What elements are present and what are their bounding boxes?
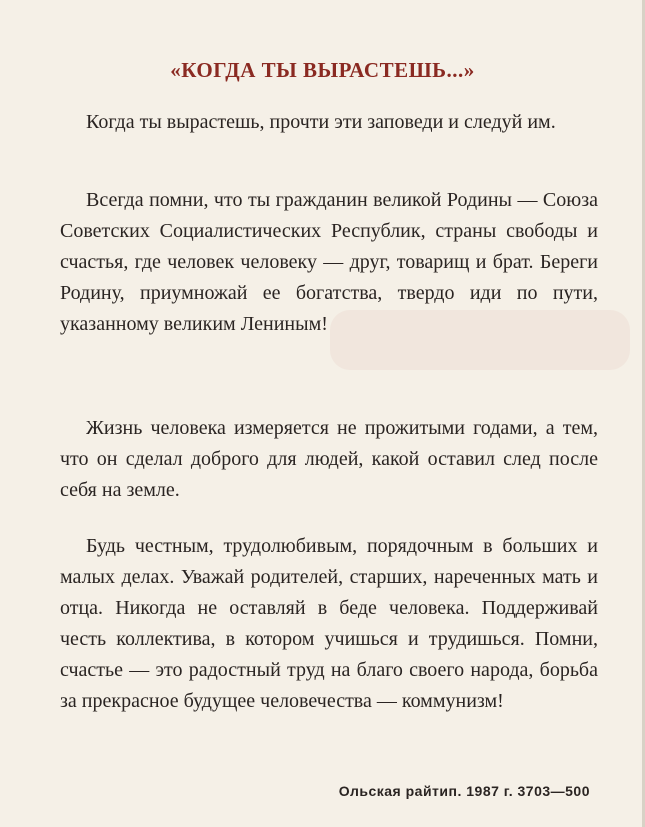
- page-title: «КОГДА ТЫ ВЫРАСТЕШЬ...»: [170, 58, 475, 82]
- paragraph-4: Будь честным, трудолюбивым, порядочным в больших и малых делах. Уважай родителей, старших, нареченных мать и отца. Никогда не оставляй в беде человека. Поддерживай честь коллектива, в котором учишься и трудишься. Помни, счастье — это радостный труд на благо своего народа, борьба за прекрасное будущее человечества — коммунизм!: [60, 535, 598, 712]
- paragraph-3: Жизнь человека измеряется не прожитыми годами, а тем, что он сделал доброго для людей, какой оставил след после себя на земле.: [60, 417, 598, 501]
- print-imprint: Ольская райтип. 1987 г. 3703—500: [338, 783, 590, 799]
- paragraph-1: Когда ты вырастешь, прочти эти заповеди и следуй им.: [86, 111, 556, 133]
- paragraph-2: Всегда помни, что ты гражданин великой Родины — Союза Советских Социалистических Республик, страны свободы и счастья, где человек человеку — друг, товарищ и брат. Береги Родину, приумножай ее богатства, твердо иди по пути, указанному великим Лениным!: [60, 189, 598, 335]
